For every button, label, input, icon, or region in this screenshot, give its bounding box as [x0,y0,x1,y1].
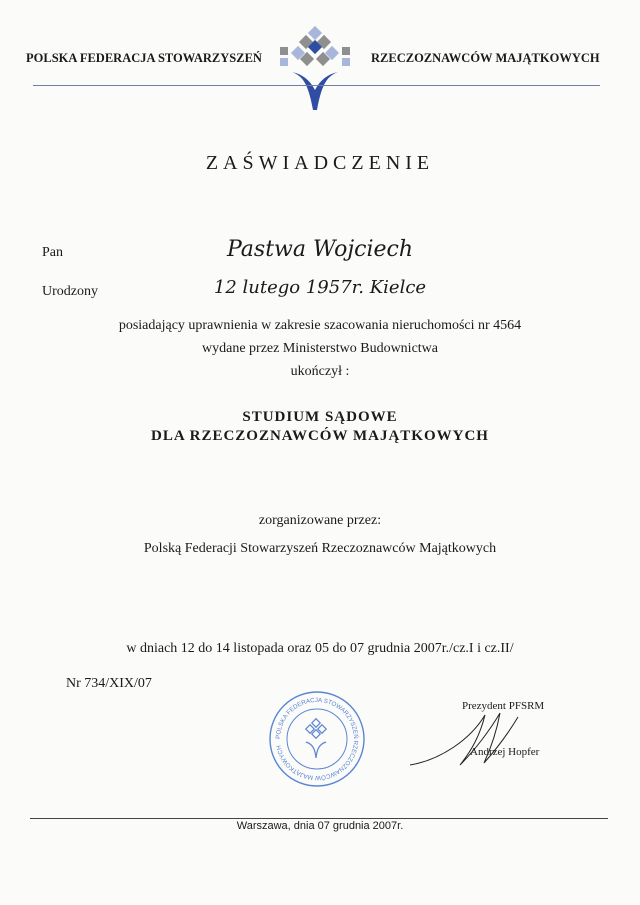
course-title-line2: DLA RZECZOZNAWCÓW MAJĄTKOWYCH [151,428,489,444]
stamp-ring-text: POLSKA FEDERACJA STOWARZYSZEŃ RZECZOZNAWCÓW MAJĄTKOWYCH [274,696,360,782]
org-name-left: POLSKA FEDERACJA STOWARZYSZEŃ [26,51,262,65]
logo-trunk [292,72,338,110]
completed-line: ukończył : [290,364,350,379]
document-title: ZAŚWIADCZENIE [205,152,435,174]
logo-diamonds [291,26,339,66]
footer-divider [30,818,608,819]
stamp-emblem [306,719,326,758]
organized-by-label: zorganizowane przez: [258,513,382,528]
federation-logo [280,24,350,116]
certificate-number: Nr 734/XIX/07 [66,676,152,691]
handwritten-signature [400,705,570,775]
recipient-name: Pastwa Wojciech [226,237,414,262]
born-value: 12 lutego 1957r. Kielce [213,277,427,298]
org-name-right: RZECZOZNAWCÓW MAJĄTKOWYCH [371,51,600,65]
official-stamp [268,690,366,788]
signatory-role: Prezydent PFSRM [462,700,545,712]
course-title-line1: STUDIUM SĄDOWE [242,409,398,425]
issuer-line: wydane przez Ministerstwo Budownictwa [202,341,438,356]
organizer-name: Polską Federacji Stowarzyszeń Rzeczoznawców Majątkowych [143,541,497,556]
qualification-line: posiadający uprawnienia w zakresie szacowania nieruchomości nr 4564 [118,318,522,333]
born-label: Urodzony [42,284,98,299]
course-dates: w dniach 12 do 14 listopada oraz 05 do 07 grudnia 2007r./cz.I i cz.II/ [126,641,514,656]
header-divider [33,85,600,86]
svg-text:POLSKA FEDERACJA STOWARZYSZEŃ [275,697,359,781]
place-and-date: Warszawa, dnia 07 grudnia 2007r. [236,820,404,832]
signatory-name: Andrzej Hopfer [470,746,540,758]
salutation-label: Pan [42,245,63,260]
